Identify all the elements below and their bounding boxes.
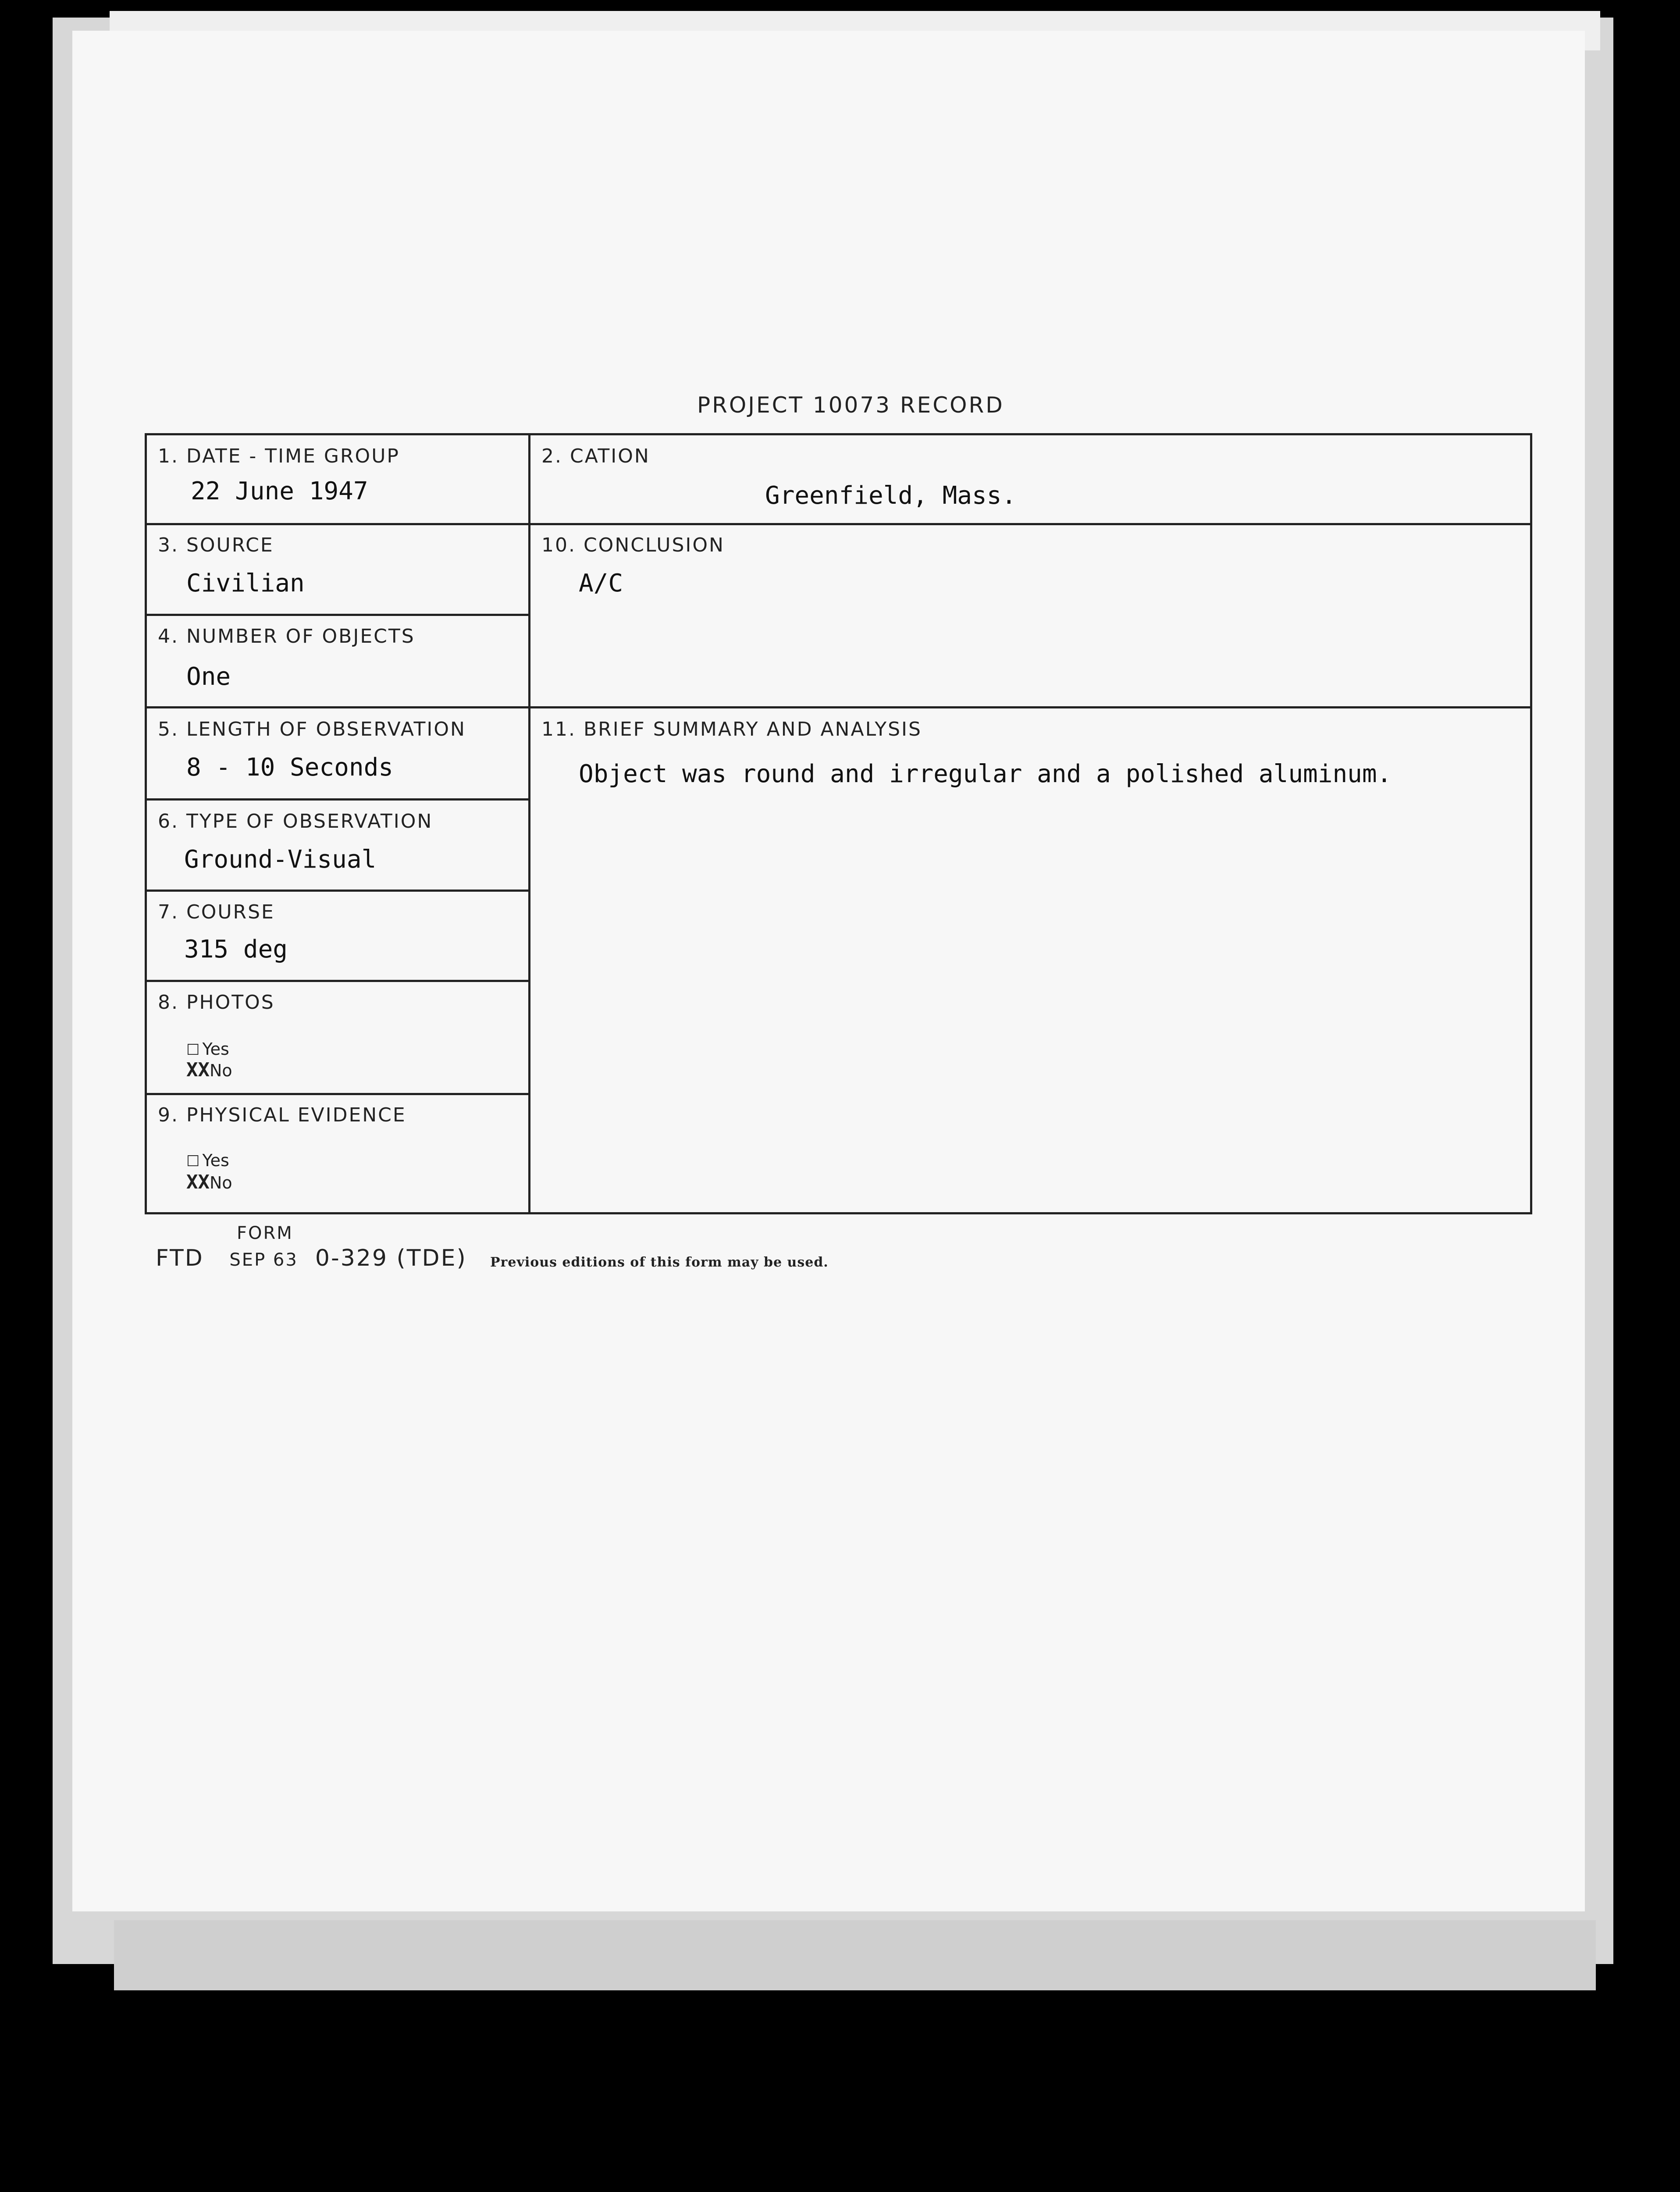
row-divider [147, 980, 528, 982]
conclusion-label: 10. CONCLUSION [541, 534, 725, 556]
photos-no-option [186, 1059, 232, 1081]
location-value: Greenfield, Mass. [765, 481, 1017, 510]
footer-ftd: FTD [156, 1245, 204, 1271]
conclusion-value: A/C [579, 569, 623, 598]
photos-yes-label: Yes [202, 1039, 229, 1059]
photos-label: 8. PHOTOS [158, 991, 275, 1014]
date-time-group-value: 22 June 1947 [191, 477, 368, 505]
record-form-table [145, 433, 1532, 1214]
brief-summary-label: 11. BRIEF SUMMARY AND ANALYSIS [541, 718, 922, 740]
length-of-observation-value: 8 - 10 Seconds [186, 753, 394, 782]
footer-note: Previous editions of this form may be used. [490, 1255, 829, 1270]
row-divider [147, 706, 1530, 708]
physical-evidence-label: 9. PHYSICAL EVIDENCE [158, 1104, 406, 1126]
course-label: 7. COURSE [158, 901, 275, 923]
physical-evidence-yes-label: Yes [202, 1151, 229, 1170]
course-value: 315 deg [184, 935, 288, 964]
footer-form-id [156, 1245, 467, 1271]
number-of-objects-value: One [186, 662, 231, 691]
location-label: 2. CATION [541, 445, 650, 467]
type-of-observation-label: 6. TYPE OF OBSERVATION [158, 810, 433, 833]
footer-date-code: SEP 63 [229, 1250, 298, 1270]
source-value: Civilian [186, 569, 305, 598]
row-divider [147, 523, 1530, 525]
length-of-observation-label: 5. LENGTH OF OBSERVATION [158, 718, 466, 740]
type-of-observation-value: Ground-Visual [184, 845, 377, 874]
source-label: 3. SOURCE [158, 534, 274, 556]
row-divider [147, 1093, 528, 1095]
photos-no-label: No [209, 1061, 232, 1080]
photos-no-mark: XX [186, 1059, 210, 1081]
physical-evidence-no-mark: XX [186, 1171, 210, 1193]
physical-evidence-yes-option [186, 1151, 229, 1170]
date-time-group-label: 1. DATE - TIME GROUP [158, 445, 400, 467]
footer-form-word: FORM [237, 1223, 293, 1243]
row-divider [147, 890, 528, 892]
row-divider [147, 798, 528, 801]
column-divider [528, 435, 530, 1212]
brief-summary-value: Object was round and irregular and a polished aluminum. [579, 760, 1392, 788]
paper-shadow-bottom [114, 1920, 1596, 1990]
number-of-objects-label: 4. NUMBER OF OBJECTS [158, 625, 415, 648]
photos-yes-option [186, 1039, 229, 1059]
checkbox-empty-icon: ☐ [186, 1041, 200, 1059]
physical-evidence-no-option [186, 1171, 232, 1193]
record-title: PROJECT 10073 RECORD [697, 392, 1004, 418]
row-divider [147, 614, 528, 616]
checkbox-empty-icon: ☐ [186, 1153, 200, 1170]
footer-form-number: 0-329 (TDE) [315, 1245, 467, 1271]
physical-evidence-no-label: No [209, 1173, 232, 1192]
